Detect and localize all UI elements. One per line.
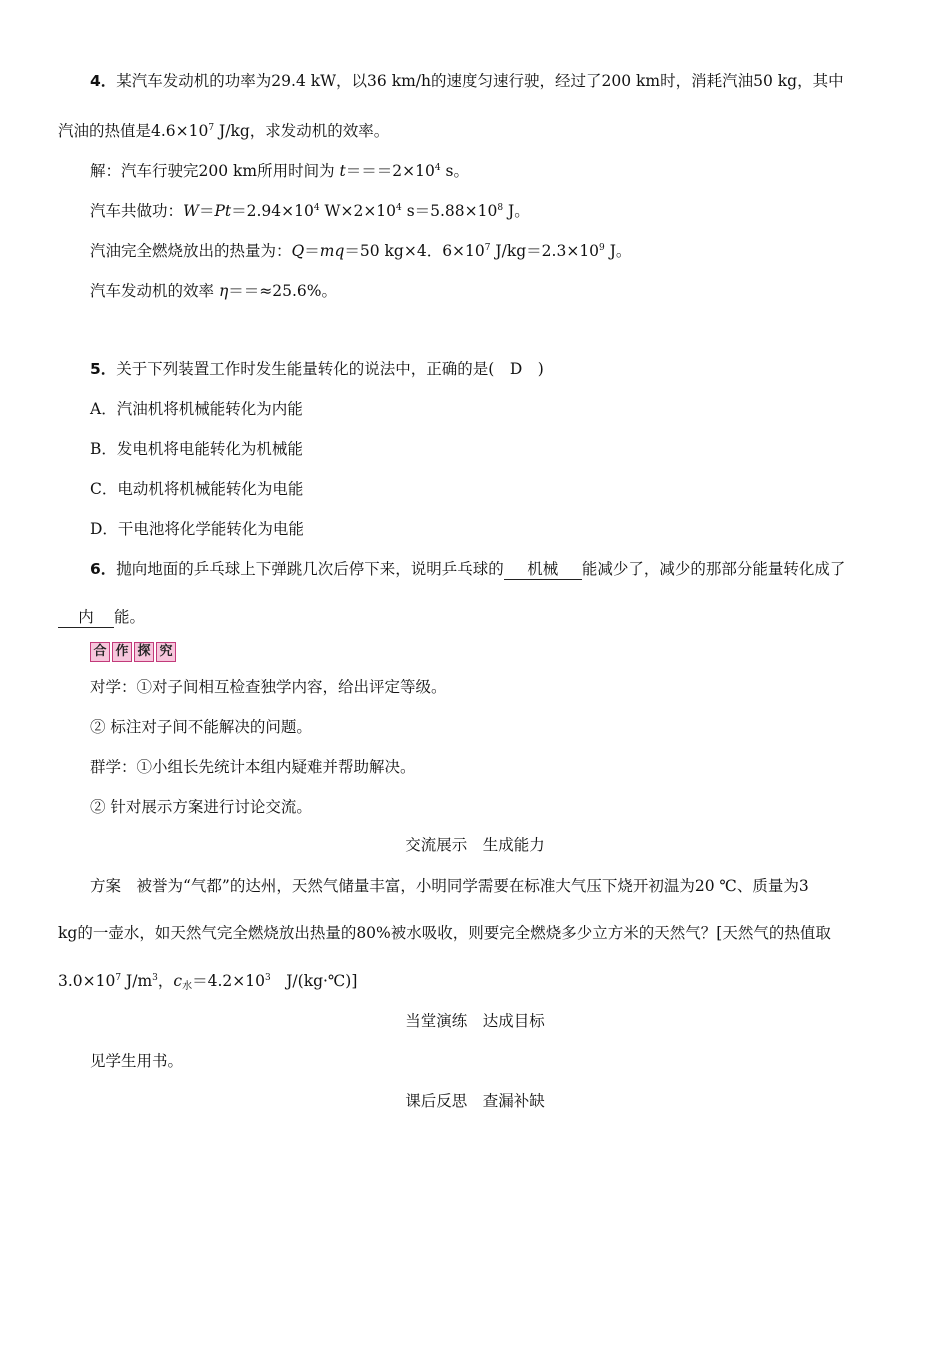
sol-exponent: 8	[497, 203, 504, 213]
sol-var: W	[183, 202, 199, 220]
cooperate-line-3: 群学：①小组长先统计本组内疑难并帮助解决。	[90, 758, 416, 776]
sol-exponent: 4	[313, 203, 320, 213]
badge-char: 探	[134, 642, 154, 662]
q4-solution-time	[90, 160, 469, 182]
q4-number: 4．	[90, 72, 117, 90]
q6-line1	[90, 558, 845, 580]
q6-stem-text: 抛向地面的乒乓球上下弹跳几次后停下来，说明乒乓球的	[116, 560, 504, 578]
q5-option-d: D．干电池将化学能转化为电能	[90, 520, 304, 538]
sol-text: ＝50 kg×4．6×10	[344, 242, 485, 260]
plan-subscript: 水	[182, 981, 193, 992]
plan-text: J/(kg·℃)]	[270, 972, 358, 990]
plan-exponent: 3	[152, 973, 158, 983]
sol-text: ＝	[198, 202, 215, 220]
sol-text: J。	[604, 242, 632, 260]
q6-line2-tail: 能。	[114, 608, 146, 626]
q5-number: 5．	[90, 360, 117, 378]
q6-stem-tail: 能减少了，减少的那部分能量转化成了	[581, 560, 846, 578]
see-student-book: 见学生用书。	[90, 1052, 184, 1070]
section-heading-reflection: 课后反思 查漏补缺	[405, 1092, 545, 1110]
sol-var: t	[339, 162, 346, 180]
plan-var: c	[173, 972, 183, 990]
plan-line1: 方案 被誉为“气都”的达州，天然气储量丰富，小明同学需要在标准大气压下烧开初温为20 ℃、质量为3	[90, 877, 809, 895]
q6-line2	[58, 606, 145, 628]
cooperate-line-2: ② 标注对子间不能解决的问题。	[90, 718, 312, 736]
plan-text: J/m	[121, 972, 153, 990]
sol-text: W×2×10	[319, 202, 397, 220]
sol-var: η	[218, 282, 229, 300]
sol-text: J。	[503, 202, 530, 220]
sol-var: Pt	[214, 202, 232, 220]
sol-text: 汽车发动机的效率	[90, 282, 219, 300]
q5-option-c: C．电动机将机械能转化为电能	[90, 480, 304, 498]
q5-stem-text: 关于下列装置工作时发生能量转化的说法中，正确的是( D )	[116, 360, 544, 378]
q4-solution-work	[90, 200, 530, 222]
q4-line2-text: 汽油的热值是4.6×10	[58, 122, 209, 140]
sol-var: mq	[319, 242, 345, 260]
sol-var: Q	[291, 242, 305, 260]
q5-option-b: B．发电机将电能转化为机械能	[90, 440, 303, 458]
sol-text: ＝	[304, 242, 320, 260]
sol-text: ＝＝≈25.6%。	[228, 282, 337, 300]
cooperate-line-1: 对学：①对子间相互检查独学内容，给出评定等级。	[90, 678, 447, 696]
q5-option-a: A．汽油机将机械能转化为内能	[90, 400, 303, 418]
q4-line1	[90, 70, 844, 92]
sol-text: 解：汽车行驶完200 km所用时间为	[90, 162, 340, 180]
plan-line3	[58, 970, 357, 992]
plan-text: ，	[157, 972, 174, 990]
sol-text: 汽油完全燃烧放出的热量为：	[90, 242, 292, 260]
q4-line2-tail: J/kg，求发动机的效率。	[214, 122, 390, 140]
plan-exponent: 3	[264, 973, 271, 983]
badge-char: 作	[112, 642, 132, 662]
q6-answer-blank-2: 内	[58, 608, 114, 628]
plan-text: 3.0×10	[58, 972, 116, 990]
sol-text: s＝5.88×10	[401, 202, 498, 220]
q6-answer-blank-1: 机械	[504, 560, 582, 580]
q4-solution-heat	[90, 240, 631, 262]
q5-stem	[90, 358, 544, 380]
section-heading-exchange: 交流展示 生成能力	[405, 836, 545, 854]
plan-text: ＝4.2×10	[192, 972, 265, 990]
badge-char: 合	[90, 642, 110, 662]
q6-number: 6．	[90, 560, 117, 578]
sol-exponent: 4	[434, 163, 441, 173]
q4-line2-exponent: 7	[208, 123, 215, 133]
q4-line2	[58, 120, 389, 142]
cooperate-explore-badge	[90, 642, 176, 662]
q4-solution-efficiency	[90, 280, 337, 302]
cooperate-line-4: ② 针对展示方案进行讨论交流。	[90, 798, 312, 816]
sol-exponent: 7	[484, 243, 491, 253]
sol-exponent: 9	[599, 243, 605, 253]
q4-stem-line1: 某汽车发动机的功率为29.4 kW，以36 km/h的速度匀速行驶，经过了200 km时，消耗汽油50 kg，其中	[116, 72, 844, 90]
sol-text: ＝2.94×10	[231, 202, 314, 220]
plan-exponent: 7	[115, 973, 122, 983]
sol-text: s。	[440, 162, 469, 180]
sol-exponent: 4	[396, 203, 402, 213]
sol-text: J/kg＝2.3×10	[490, 242, 600, 260]
section-heading-practice: 当堂演练 达成目标	[405, 1012, 545, 1030]
badge-char: 究	[156, 642, 176, 662]
sol-text: ＝＝＝2×10	[345, 162, 435, 180]
plan-line2: kg的一壶水，如天然气完全燃烧放出热量的80%被水吸收，则要完全燃烧多少立方米的天然气？[天然气的热值取	[58, 924, 831, 942]
sol-text: 汽车共做功：	[90, 202, 184, 220]
